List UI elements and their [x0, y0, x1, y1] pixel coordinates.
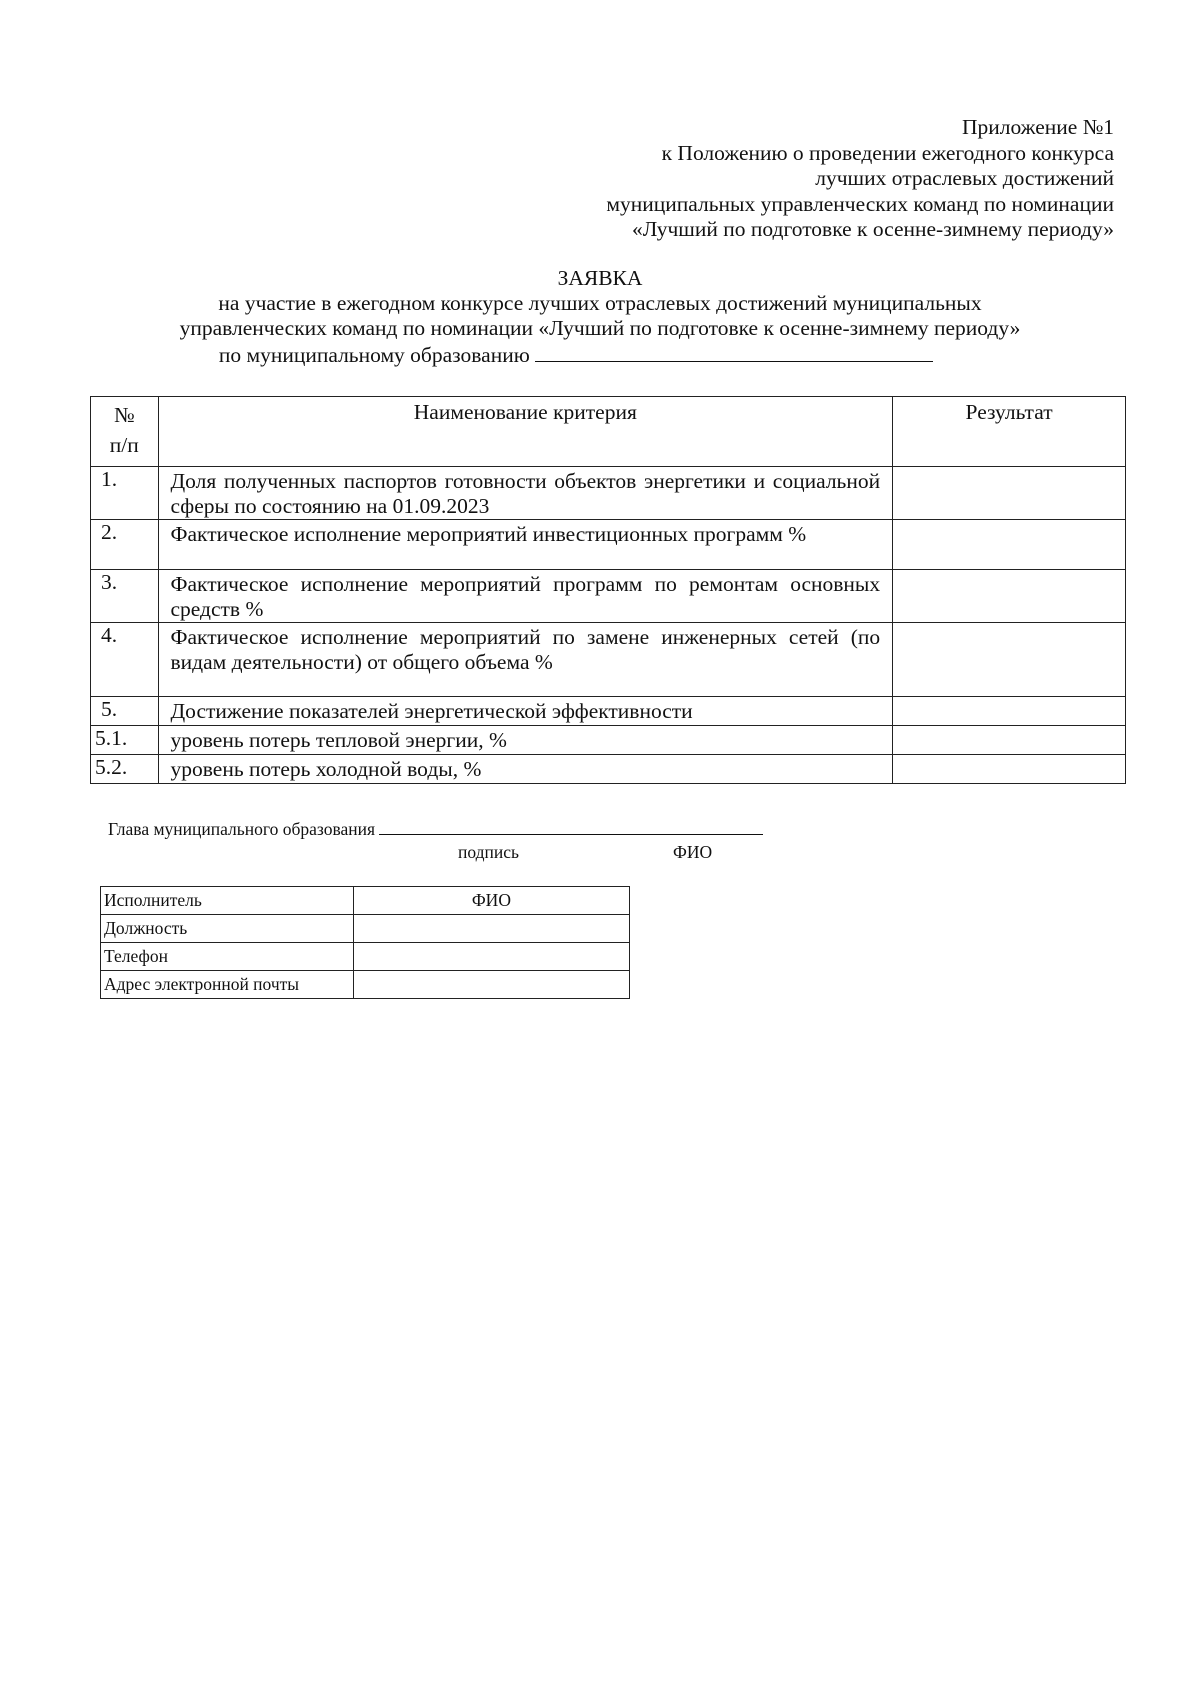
name-caption: ФИО — [673, 842, 713, 862]
row-number: 5.1. — [91, 726, 159, 755]
result-cell[interactable] — [893, 467, 1126, 520]
result-cell[interactable] — [893, 570, 1126, 623]
num-header-abbr: п/п — [109, 433, 139, 457]
row-number: 4. — [91, 623, 159, 697]
result-cell[interactable] — [893, 520, 1126, 570]
criterion-name: уровень потерь тепловой энергии, % — [158, 726, 893, 755]
municipality-blank-field[interactable] — [535, 341, 933, 362]
table-row — [91, 467, 1126, 520]
executor-value[interactable] — [353, 943, 629, 971]
result-cell[interactable] — [893, 755, 1126, 784]
criteria-table — [90, 396, 1126, 784]
appendix-line: муниципальных управленческих команд по номинации — [606, 191, 1114, 216]
row-number: 5. — [91, 697, 159, 726]
criteria-header-row — [91, 397, 1126, 467]
appendix-line: Приложение №1 — [961, 115, 1114, 139]
name-column-header: Наименование критерия — [158, 397, 893, 467]
signature-blank-field[interactable] — [379, 820, 763, 835]
table-row — [91, 520, 1126, 570]
result-column-header: Результат — [893, 397, 1126, 467]
executor-label: Телефон — [101, 943, 354, 971]
criterion-name: Доля полученных паспортов готовности объектов энергетики и социальной сферы по состоянию на 01.09.2023 — [158, 467, 893, 520]
table-row — [101, 943, 630, 971]
executor-value[interactable]: ФИО — [353, 887, 629, 915]
executor-value[interactable] — [353, 971, 629, 999]
appendix-line: «Лучший по подготовке к осенне-зимнему периоду» — [631, 217, 1114, 241]
table-row — [101, 971, 630, 999]
title-line: управленческих команд по номинации «Лучший по подготовке к осенне-зимнему периоду» — [179, 316, 1021, 340]
criterion-name: Фактическое исполнение мероприятий программ по ремонтам основных средств % — [158, 570, 893, 623]
table-row — [91, 570, 1126, 623]
table-row — [101, 915, 630, 943]
table-row — [91, 755, 1126, 784]
result-cell[interactable] — [893, 697, 1126, 726]
appendix-header — [474, 115, 1114, 243]
executor-value[interactable] — [353, 915, 629, 943]
table-row — [91, 623, 1126, 697]
table-row — [101, 887, 630, 915]
table-row — [91, 697, 1126, 726]
criterion-name: Фактическое исполнение мероприятий по замене инженерных сетей (по видам деятельности) от общего объема % — [158, 623, 893, 697]
table-row — [91, 726, 1126, 755]
num-header-symbol: № — [113, 403, 135, 427]
appendix-line: к Положению о проведении ежегодного конкурса — [661, 140, 1114, 165]
executor-table — [100, 886, 630, 999]
num-column-header — [91, 397, 159, 467]
criterion-name: Достижение показателей энергетической эффективности — [158, 697, 893, 726]
appendix-line: лучших отраслевых достижений — [815, 166, 1114, 190]
row-number: 1. — [91, 467, 159, 520]
criterion-name: Фактическое исполнение мероприятий инвестиционных программ % — [158, 520, 893, 570]
result-cell[interactable] — [893, 726, 1126, 755]
criterion-name: уровень потерь холодной воды, % — [158, 755, 893, 784]
municipality-line — [0, 341, 1200, 368]
document-heading: ЗАЯВКА — [557, 266, 643, 290]
signature-caption: подпись — [458, 842, 519, 862]
executor-label: Должность — [101, 915, 354, 943]
executor-label: Адрес электронной почты — [101, 971, 354, 999]
executor-label: Исполнитель — [101, 887, 354, 915]
signature-label: Глава муниципального образования — [108, 819, 376, 839]
result-cell[interactable] — [893, 623, 1126, 697]
row-number: 5.2. — [91, 755, 159, 784]
municipality-label: по муниципальному образованию — [218, 343, 530, 367]
row-number: 2. — [91, 520, 159, 570]
signature-line — [108, 818, 763, 840]
row-number: 3. — [91, 570, 159, 623]
application-title-block — [0, 266, 1200, 368]
title-line: на участие в ежегодном конкурсе лучших отраслевых достижений муниципальных — [218, 291, 982, 315]
